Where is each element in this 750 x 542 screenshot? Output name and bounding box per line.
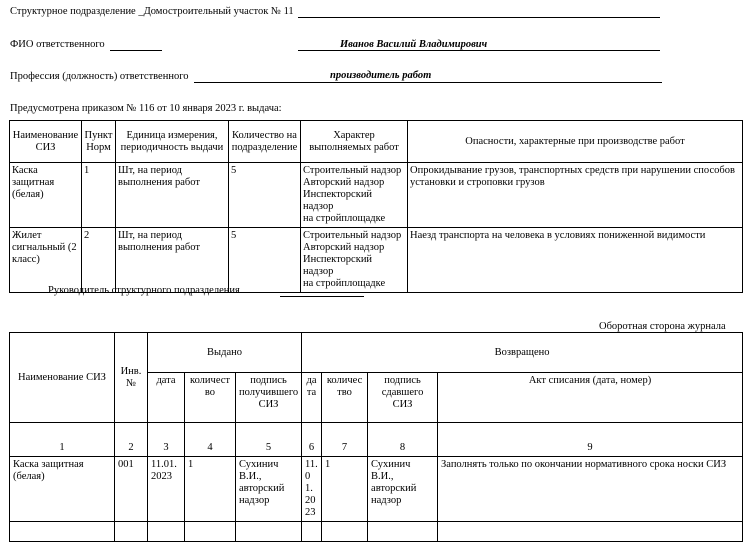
issue-journal-table: [9, 332, 743, 542]
row-ret-qty: 1: [322, 457, 368, 522]
col-number: 5: [236, 423, 302, 457]
row-name: Жилет сигнальный (2 класс): [10, 228, 82, 293]
issue-norms-table: [9, 120, 743, 293]
fio-short-underline: [110, 50, 162, 51]
row-ret-date: 11. 01. 20 23: [302, 457, 322, 522]
col-header-ret-date: дата: [302, 373, 322, 423]
col-number: 8: [368, 423, 438, 457]
fio-label: ФИО ответственного: [10, 39, 105, 50]
back-side-title: Оборотная сторона журнала: [599, 321, 726, 332]
unit-value: Домостроительный участок № 11: [143, 6, 294, 17]
row-unit: Шт, на период выполнения работ: [116, 228, 229, 293]
row-item: 1: [82, 163, 116, 228]
row-act: Заполнять только по окончании нормативного срока носки СИЗ: [438, 457, 743, 522]
profession-label: Профессия (должность) ответственного: [10, 71, 189, 82]
col-header-inv: Инв. №: [115, 333, 148, 423]
col-header-name: Наименование СИЗ: [10, 333, 115, 423]
fio-value: Иванов Василий Владимирович: [340, 39, 488, 50]
col-number: 2: [115, 423, 148, 457]
row-qty: 5: [229, 228, 301, 293]
row-unit: Шт, на период выполнения работ: [116, 163, 229, 228]
row-ret-sign: Сухинич В.И., авторский надзор: [368, 457, 438, 522]
col-header-qty: Количество на подразделение: [229, 121, 301, 163]
row-work: Строительный надзор Авторский надзор Инспекторский надзор на стройплощадке: [301, 163, 408, 228]
table-header-row: [10, 121, 743, 163]
row-name: Каска защитная (белая): [10, 457, 115, 522]
table-row: [10, 457, 743, 522]
row-name: Каска защитная (белая): [10, 163, 82, 228]
fio-underline: [298, 50, 660, 51]
col-number: 1: [10, 423, 115, 457]
col-number: 7: [322, 423, 368, 457]
col-number: 6: [302, 423, 322, 457]
col-header-issued-qty: количество: [185, 373, 236, 423]
col-header-name: Наименование СИЗ: [10, 121, 82, 163]
col-header-item: Пункт Норм: [82, 121, 116, 163]
row-hazards: Опрокидывание грузов, транспортных средств при нарушении способов установки и строповки грузов: [408, 163, 743, 228]
row-issued-date: 11.01. 2023: [148, 457, 185, 522]
col-header-work: Характер выполняемых работ: [301, 121, 408, 163]
col-number: 9: [438, 423, 743, 457]
group-header-issued: Выдано: [148, 333, 302, 373]
col-header-ret-act: Акт списания (дата, номер): [438, 373, 743, 423]
col-header-issued-sign: подпись получившего СИЗ: [236, 373, 302, 423]
col-header-issued-date: дата: [148, 373, 185, 423]
table-group-header-row: [10, 333, 743, 373]
unit-underline: [298, 17, 660, 18]
row-item: 2: [82, 228, 116, 293]
row-inv: 001: [115, 457, 148, 522]
column-numbers-row: [10, 423, 743, 457]
signature-underline: [280, 296, 364, 297]
order-text: Предусмотрена приказом № 116 от 10 января 2023 г. выдача:: [10, 103, 282, 114]
row-issued-qty: 1: [185, 457, 236, 522]
table-row: [10, 228, 743, 293]
profession-value: производитель работ: [330, 70, 432, 81]
row-qty: 5: [229, 163, 301, 228]
table-row: [10, 163, 743, 228]
profession-underline: [194, 82, 662, 83]
col-header-ret-qty: количество: [322, 373, 368, 423]
col-number: 3: [148, 423, 185, 457]
unit-label: Структурное подразделение _Домостроительный участок № 11: [10, 6, 294, 17]
col-number: 4: [185, 423, 236, 457]
col-header-ret-sign: подпись сдавшего СИЗ: [368, 373, 438, 423]
row-work: Строительный надзор Авторский надзор Инспекторский надзор на стройплощадке: [301, 228, 408, 293]
group-header-returned: Возвращено: [302, 333, 743, 373]
signature-label: Руководитель структурного подразделения: [48, 285, 240, 296]
col-header-unit: Единица измерения, периодичность выдачи: [116, 121, 229, 163]
row-issued-sign: Сухинич В.И., авторский надзор: [236, 457, 302, 522]
row-hazards: Наезд транспорта на человека в условиях пониженной видимости: [408, 228, 743, 293]
col-header-hazards: Опасности, характерные при производстве работ: [408, 121, 743, 163]
table-row-empty: [10, 522, 743, 542]
